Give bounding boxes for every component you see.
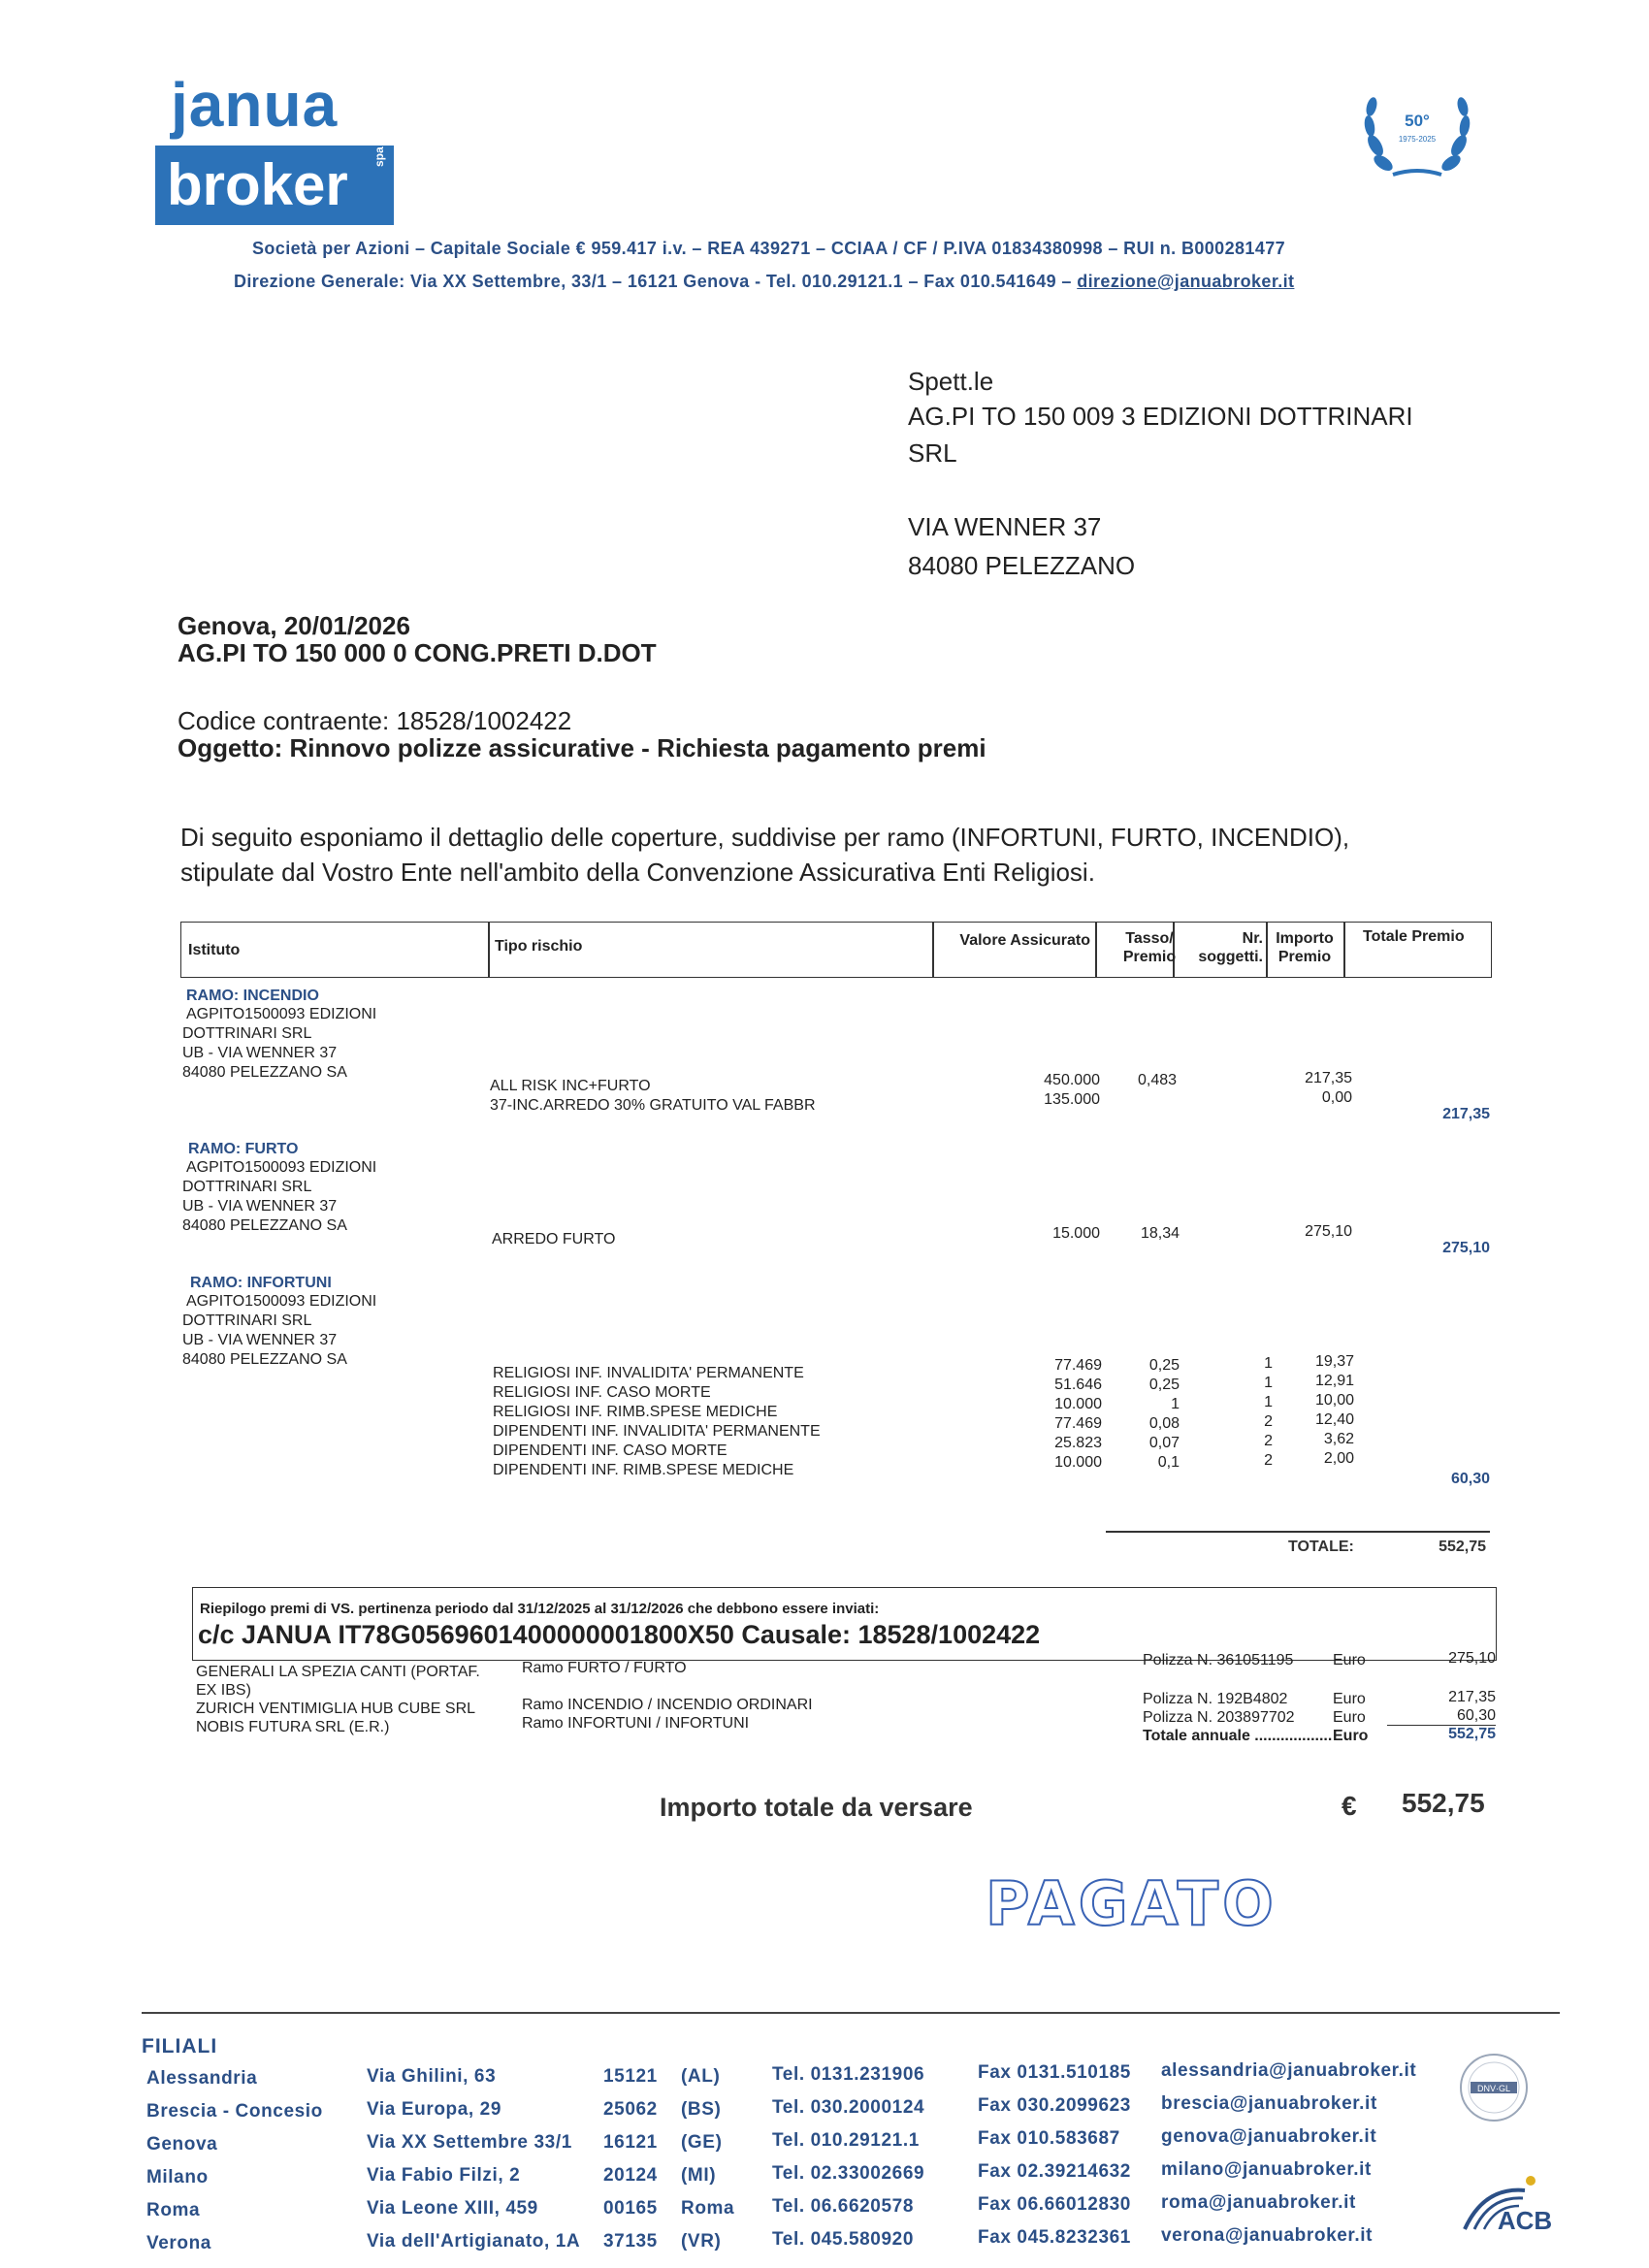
section-total: 217,35 [1442,1106,1490,1122]
riepilogo-ramo: Ramo FURTO / FURTO [522,1660,687,1676]
importo: 12,91 [1314,1373,1354,1389]
tipo-rischio: DIPENDENTI INF. RIMB.SPESE MEDICHE [493,1462,794,1478]
filiale-fax: Fax 010.583687 [978,2128,1120,2149]
tasso: 0,07 [1148,1435,1180,1451]
riepilogo-ramo-col [522,1696,813,1733]
place-date: Genova, 20/01/2026 [178,611,410,640]
istituto-line: DOTTRINARI SRL [182,1312,312,1329]
agency-line: AG.PI TO 150 000 0 CONG.PRETI D.DOT [178,638,657,667]
importo: 2,00 [1323,1450,1354,1467]
grand-total-value: 552,75 [1439,1539,1486,1555]
logo-janua: janua [171,70,339,140]
intro-line2: stipulate dal Vostro Ente nell'ambito della Convenzione Assicurativa Enti Religiosi. [180,858,1095,887]
ramo-infortuni-istituto [182,1292,376,1370]
ramo-furto-istituto [182,1158,376,1236]
filiale-street: Via dell'Artigianato, 1A [367,2231,581,2252]
riepilogo-polizza: Polizza N. 203897702 [1143,1709,1295,1726]
tasso: 1 [1171,1396,1180,1412]
recipient-name-line2: SRL [908,438,957,468]
riepilogo-company-col [196,1663,480,1736]
nr-soggetti: 2 [1264,1413,1273,1430]
company-info-line: Società per Azioni – Capitale Sociale € 959.417 i.v. – REA 439271 – CCIAA / CF / P.IVA 01834380998 – RUI n. B000281477 [252,239,1286,258]
filiale-cap: 25062 [603,2099,658,2120]
riepilogo-amount: 217,35 [1448,1689,1496,1705]
cert-label: DNV·GL [1476,2084,1511,2093]
importo-col [1261,1352,1354,1469]
recipient-street: VIA WENNER 37 [908,512,1102,541]
riepilogo-cur: Euro [1333,1691,1366,1707]
riepilogo-cur: Euro [1333,1652,1366,1669]
filiale-street: Via Leone XIII, 459 [367,2198,538,2219]
filiale-email[interactable]: roma@januabroker.it [1161,2192,1356,2213]
filiale-cap: 00165 [603,2198,658,2219]
tipo-rischio: ALL RISK INC+FURTO [490,1078,651,1094]
valore: 135.000 [1044,1091,1100,1108]
ramo-infortuni-label: RAMO: INFORTUNI [190,1275,332,1291]
tasso: 0,25 [1148,1357,1180,1374]
filiali-title: FILIALI [142,2035,218,2057]
footer-divider [142,2012,1560,2014]
filiale-cap: 20124 [603,2165,658,2186]
recipient-name-line1: AG.PI TO 150 009 3 EDIZIONI DOTTRINARI [908,402,1413,431]
th-istituto: Istituto [188,942,241,958]
tasso: 0,1 [1157,1454,1180,1471]
importo: 10,00 [1314,1392,1354,1409]
filiale-cap: 37135 [603,2231,658,2252]
riepilogo-total-label: Totale annuale .................. [1143,1728,1333,1744]
contract-code: Codice contraente: 18528/1002422 [178,706,572,735]
riepilogo-title: Riepilogo premi di VS. pertinenza periodo dal 31/12/2025 al 31/12/2026 che debbono essere inviati: [200,1601,880,1617]
istituto-line: AGPITO1500093 EDIZIONI [186,1159,377,1176]
valore: 450.000 [1044,1072,1100,1088]
filiale-tel: Tel. 0131.231906 [772,2064,925,2085]
grand-total-label: TOTALE: [1288,1539,1354,1555]
section-total: 60,30 [1450,1471,1490,1487]
riepilogo-ramo: Ramo INFORTUNI / INFORTUNI [522,1715,750,1732]
total-divider [1106,1531,1490,1533]
company-direction-text: Direzione Generale: Via XX Settembre, 33/1 – 16121 Genova - Tel. 010.29121.1 – Fax 010.541649 – [234,272,1078,291]
filiale-email[interactable]: milano@januabroker.it [1161,2159,1372,2180]
istituto-line: 84080 PELEZZANO SA [182,1217,347,1234]
istituto-line: UB - VIA WENNER 37 [182,1332,338,1348]
importo-col [1261,1069,1352,1108]
filiale-prov: (AL) [681,2066,721,2087]
intro-line1: Di seguito esponiamo il dettaglio delle coperture, suddivise per ramo (INFORTUNI, FURTO, INCENDIO), [180,823,1350,852]
valore-col [999,1356,1102,1473]
ramo-incendio-label: RAMO: INCENDIO [186,988,319,1004]
acb-label: ACB [1497,2206,1553,2235]
th-tasso-line1: Tasso/ [1125,930,1174,947]
filiale-tel: Tel. 02.33002669 [772,2163,925,2184]
table-row [490,1077,816,1116]
th-importo-line2: Premio [1277,949,1332,965]
filiale-city: Alessandria [146,2068,258,2089]
importo-totale-label: Importo totale da versare [660,1793,973,1822]
tipo-rischio: 37-INC.ARREDO 30% GRATUITO VAL FABBR [490,1097,816,1114]
th-tasso-premio [1116,929,1183,966]
filiale-fax: Fax 0131.510185 [978,2062,1131,2083]
th-importo-premio [1269,929,1341,966]
valore: 10.000 [1054,1454,1102,1471]
filiale-prov: (MI) [681,2165,717,2186]
filiale-prov: (BS) [681,2099,722,2120]
tasso: 0,25 [1148,1377,1180,1393]
th-importo-line1: Importo [1276,930,1334,947]
istituto-line: AGPITO1500093 EDIZIONI [186,1006,377,1022]
filiale-tel: Tel. 030.2000124 [772,2097,925,2118]
filiale-street: Via Ghilini, 63 [367,2066,497,2087]
section-total: 275,10 [1442,1240,1490,1256]
importo: 217,35 [1305,1070,1352,1086]
nr-soggetti: 1 [1264,1375,1273,1391]
riepilogo-total-amount: 552,75 [1448,1726,1496,1742]
th-tasso-line2: Premio [1122,949,1177,965]
anniversary-number: 50° [1405,112,1430,130]
logo-spa: spa [372,146,386,167]
istituto-line: AGPITO1500093 EDIZIONI [186,1293,377,1310]
filiale-fax: Fax 02.39214632 [978,2161,1131,2182]
riepilogo-company: ZURICH VENTIMIGLIA HUB CUBE SRL [196,1701,476,1717]
filiale-fax: Fax 06.66012830 [978,2194,1131,2215]
filiale-tel: Tel. 045.580920 [772,2229,914,2250]
importo: 0,00 [1321,1089,1352,1106]
tipo-rischio: RELIGIOSI INF. CASO MORTE [493,1384,711,1401]
filiale-tel: Tel. 06.6620578 [772,2196,914,2217]
filiale-email[interactable]: verona@januabroker.it [1161,2225,1374,2246]
filiale-city: Milano [146,2167,209,2187]
nr-soggetti: 2 [1264,1433,1273,1449]
tasso: 18,34 [1141,1225,1180,1242]
recipient-city: 84080 PELEZZANO [908,551,1136,580]
riepilogo-cur-col [1333,1690,1368,1745]
tipo-rischio: DIPENDENTI INF. CASO MORTE [493,1442,728,1459]
istituto-line: DOTTRINARI SRL [182,1179,312,1195]
filiale-fax: Fax 030.2099623 [978,2095,1131,2116]
riepilogo-cc: c/c JANUA IT78G0569601400000001800X50 Causale: 18528/1002422 [198,1620,1041,1649]
riepilogo-polizza-col [1143,1690,1332,1745]
tipo-col [493,1364,821,1480]
filiale-cap: 16121 [603,2132,658,2153]
filiale-city: Genova [146,2134,218,2155]
tipo-rischio: DIPENDENTI INF. INVALIDITA' PERMANENTE [493,1423,821,1440]
filiale-city: Roma [146,2200,201,2220]
anniversary-wreath-icon [1354,78,1480,184]
filiale-street: Via Fabio Filzi, 2 [367,2165,521,2186]
istituto-line: DOTTRINARI SRL [182,1025,312,1042]
th-nr-soggetti [1189,929,1263,966]
filiale-street: Via Europa, 29 [367,2099,501,2120]
nr-soggetti: 1 [1264,1394,1273,1410]
riepilogo-polizza: Polizza N. 361051195 [1143,1652,1294,1669]
certification-seal-icon [1455,2049,1533,2126]
istituto-line: UB - VIA WENNER 37 [182,1045,338,1061]
subject-line: Oggetto: Rinnovo polizze assicurative - Richiesta pagamento premi [178,733,986,762]
riepilogo-amount-col [1397,1688,1496,1743]
filiale-street: Via XX Settembre 33/1 [367,2132,572,2153]
riepilogo-polizza: Polizza N. 192B4802 [1143,1691,1288,1707]
riepilogo-ramo: Ramo INCENDIO / INCENDIO ORDINARI [522,1697,813,1713]
tipo-rischio: RELIGIOSI INF. INVALIDITA' PERMANENTE [493,1365,804,1381]
istituto-line: 84080 PELEZZANO SA [182,1064,347,1081]
filiale-fax: Fax 045.8232361 [978,2227,1131,2248]
filiale-tel: Tel. 010.29121.1 [772,2130,920,2151]
istituto-line: UB - VIA WENNER 37 [182,1198,338,1215]
riepilogo-total-cur: Euro [1333,1728,1369,1744]
th-totale-premio: Totale Premio [1363,928,1465,945]
filiale-city: Brescia - Concesio [146,2101,323,2122]
recipient-salutation: Spett.le [908,367,994,396]
filiale-city: Verona [146,2233,211,2253]
valore: 77.469 [1054,1357,1102,1374]
riepilogo-company: NOBIS FUTURA SRL (E.R.) [196,1719,390,1735]
valore: 77.469 [1054,1415,1102,1432]
importo: 275,10 [1305,1223,1352,1240]
riepilogo-company: EX IBS) [196,1682,251,1699]
valore: 15.000 [1052,1225,1100,1242]
importo: 19,37 [1314,1353,1354,1370]
ramo-furto-label: RAMO: FURTO [188,1141,299,1157]
anniversary-years: 1975-2025 [1398,135,1437,144]
filiale-email[interactable]: genova@januabroker.it [1161,2126,1377,2147]
valore-col [999,1071,1100,1110]
tasso: 0,483 [1138,1072,1178,1088]
th-tipo-rischio: Tipo rischio [495,938,583,955]
th-nr-line2: soggetti. [1198,949,1263,965]
ramo-incendio-istituto [182,1005,376,1083]
company-email-link[interactable]: direzione@januabroker.it [1077,272,1295,291]
riepilogo-total-divider [1387,1725,1496,1726]
nr-soggetti: 1 [1264,1355,1273,1372]
th-nr-line1: Nr. [1242,930,1263,947]
logo-broker: broker [167,152,348,217]
importo: 12,40 [1314,1411,1354,1428]
valore: 25.823 [1054,1435,1102,1451]
valore: 51.646 [1054,1377,1102,1393]
company-direction-line [234,272,1294,292]
filiale-email[interactable]: brescia@januabroker.it [1161,2093,1377,2114]
tasso-col [1116,1356,1180,1473]
tipo-rischio: ARREDO FURTO [492,1231,616,1247]
nr-soggetti: 2 [1264,1452,1273,1469]
riepilogo-amount: 60,30 [1456,1707,1496,1724]
filiale-cap: 15121 [603,2066,658,2087]
valore: 10.000 [1054,1396,1102,1412]
acb-logo-icon [1455,2173,1562,2241]
filiale-prov: (GE) [681,2132,723,2153]
tasso: 0,08 [1148,1415,1180,1432]
filiale-prov: Roma [681,2198,735,2219]
riepilogo-company: GENERALI LA SPEZIA CANTI (PORTAF. [196,1664,480,1680]
filiale-prov: (VR) [681,2231,722,2252]
importo: 3,62 [1323,1431,1354,1447]
riepilogo-amount: 275,10 [1448,1650,1496,1667]
riepilogo-cur: Euro [1333,1709,1366,1726]
tipo-rischio: RELIGIOSI INF. RIMB.SPESE MEDICHE [493,1404,778,1420]
th-valore-assicurato: Valore Assicurato [959,932,1090,949]
importo-totale-value: 552,75 [1402,1788,1485,1818]
pagato-stamp: PAGATO [986,1868,1277,1939]
filiale-email[interactable]: alessandria@januabroker.it [1161,2060,1417,2081]
istituto-line: 84080 PELEZZANO SA [182,1351,347,1368]
importo-currency: € [1342,1791,1357,1821]
